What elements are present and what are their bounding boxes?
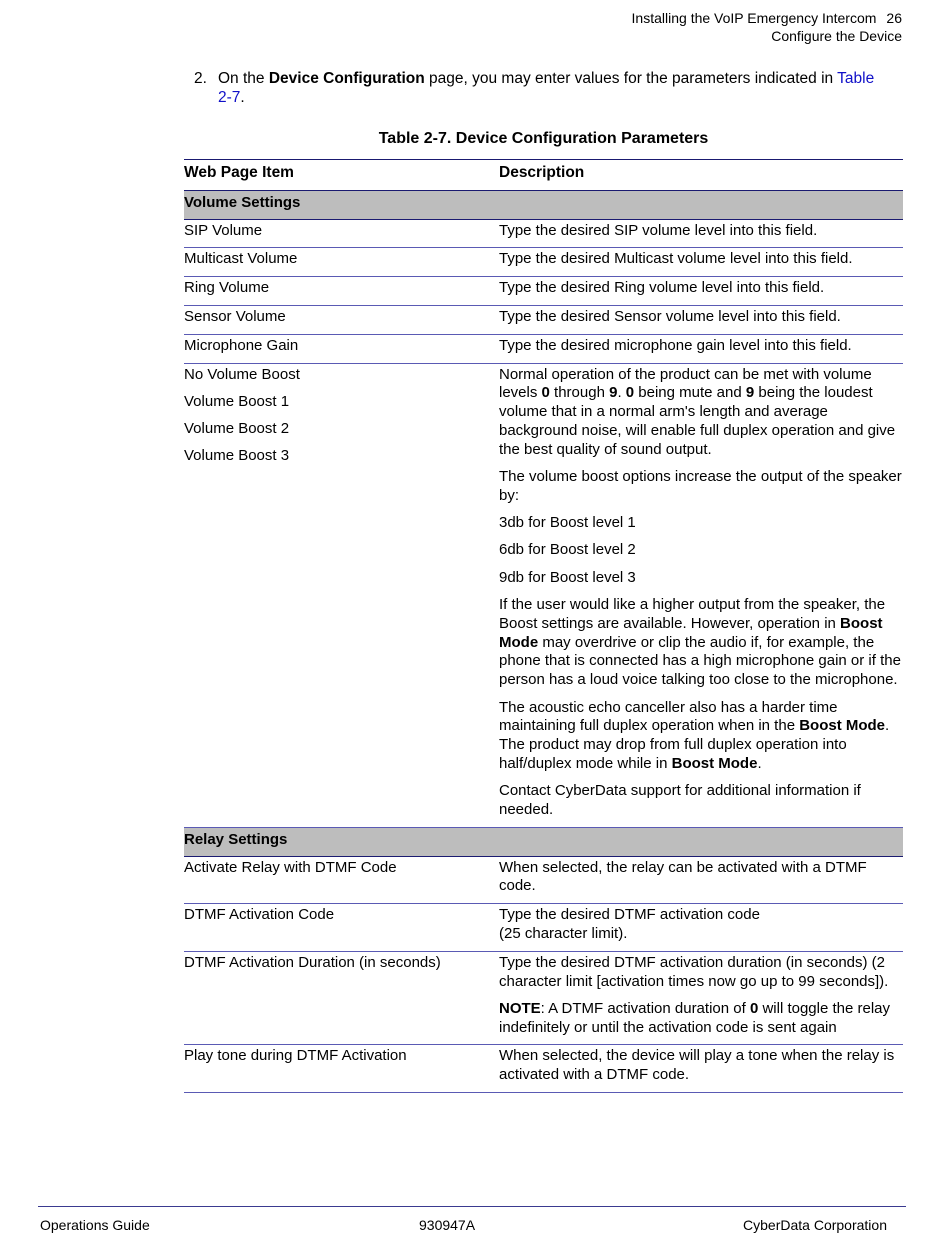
description-cell: Type the desired Sensor volume level into this field. <box>499 305 903 334</box>
description-cell: When selected, the relay can be activated with a DTMF code. <box>499 856 903 904</box>
text-run: may overdrive or clip the audio if, for example, the phone that is connected has a high microphone gain or if the person has a loud voice talking too close to the microphone. <box>499 633 901 689</box>
item-cell: DTMF Activation Code <box>184 904 499 952</box>
text-run: . The product may drop from full duplex operation into half/duplex mode while in <box>499 717 890 772</box>
text-run: will toggle the relay indefinitely or until the activation code is sent again <box>499 999 891 1036</box>
table-row <box>184 277 903 306</box>
text-run: : A DTMF activation duration of <box>540 999 750 1017</box>
note-label: NOTE <box>499 999 541 1017</box>
column-header: Web Page Item <box>184 160 499 191</box>
description-cell: Type the desired SIP volume level into this field. <box>499 219 903 248</box>
table-row <box>184 305 903 334</box>
table-row-volume-boost <box>184 363 903 827</box>
step-text <box>218 69 888 107</box>
item-cell: Microphone Gain <box>184 334 499 363</box>
item-label: Volume Boost 2 <box>184 420 290 438</box>
text-run: . <box>617 384 626 402</box>
table-row <box>184 248 903 277</box>
description-paragraph <box>499 366 903 460</box>
table-caption: Table 2-7. Device Configuration Parameters <box>378 130 709 147</box>
description-cell: When selected, the device will play a tone when the relay is activated with a DTMF code. <box>499 1045 903 1093</box>
header-chapter-title: Installing the VoIP Emergency Intercom <box>631 10 877 26</box>
device-configuration-table <box>184 159 903 1093</box>
description-paragraph: Type the desired DTMF activation duration (in seconds) (2 character limit [activation times now go up to 99 seconds]). <box>499 953 889 990</box>
bold-run: Boost Mode <box>671 754 758 772</box>
bold-run: Boost Mode <box>499 614 883 651</box>
step-bold-term: Device Configuration <box>268 70 425 87</box>
footer-document-number: 930947A <box>419 1217 476 1233</box>
footer-document-title: Operations Guide <box>40 1217 150 1233</box>
item-label: Volume Boost 3 <box>184 447 290 465</box>
table-row <box>184 334 903 363</box>
table-reference-link[interactable]: Table 2-7 <box>218 70 875 106</box>
note-paragraph <box>499 1000 903 1038</box>
item-cell: Ring Volume <box>184 277 499 306</box>
text-run: If the user would like a higher output from the speaker, the Boost settings are available. However, operation in <box>499 596 886 632</box>
table-header-row <box>184 160 903 191</box>
footer-rule <box>38 1206 906 1207</box>
item-label: Volume Boost 1 <box>184 392 290 410</box>
running-header <box>632 9 902 45</box>
text-run: being the loudest volume that in a normal arm's length and average background noise, will enable full duplex operation and give the best quality of sound output. <box>499 384 896 458</box>
bold-run: 0 <box>625 384 635 402</box>
description-paragraph: 6db for Boost level 2 <box>499 541 636 559</box>
page-number: 26 <box>886 10 902 26</box>
column-header: Description <box>499 160 903 191</box>
description-paragraph <box>499 596 903 690</box>
bold-run: 9 <box>609 384 618 402</box>
item-label: No Volume Boost <box>184 365 300 383</box>
section-row-volume <box>184 190 903 219</box>
description-paragraph: 3db for Boost level 1 <box>499 514 636 532</box>
item-cell: Multicast Volume <box>184 248 499 277</box>
description-cell <box>499 951 903 1045</box>
bold-run: Boost Mode <box>799 717 886 735</box>
description-cell: Type the desired Ring volume level into this field. <box>499 277 903 306</box>
text-run: . <box>757 754 762 772</box>
table-row <box>184 219 903 248</box>
table-row <box>184 1045 903 1093</box>
description-line: Type the desired DTMF activation code <box>499 906 760 924</box>
step-text-part: On the <box>218 70 269 87</box>
item-cell: Activate Relay with DTMF Code <box>184 856 499 904</box>
table-row <box>184 951 903 1045</box>
item-cell: Sensor Volume <box>184 305 499 334</box>
description-cell: Type the desired Multicast volume level into this field. <box>499 248 903 277</box>
description-paragraph <box>499 699 903 774</box>
description-line: (25 character limit). <box>499 925 628 942</box>
footer-company-name: CyberData Corporation <box>743 1217 887 1233</box>
step-text-part: page, you may enter values for the parameters indicated in <box>424 70 834 87</box>
description-cell <box>499 363 903 827</box>
table-row <box>184 904 903 952</box>
text-run: through <box>549 384 610 402</box>
item-cell: SIP Volume <box>184 219 499 248</box>
header-section-title: Configure the Device <box>771 28 902 44</box>
section-row-relay <box>184 827 903 856</box>
description-cell <box>499 904 903 952</box>
table-row <box>184 856 903 904</box>
step-number: 2. <box>194 70 207 87</box>
text-run: Normal operation of the product can be met with volume levels <box>499 365 872 402</box>
description-paragraph: Contact CyberData support for additional information if needed. <box>499 782 861 819</box>
bold-run: 0 <box>541 384 550 402</box>
bold-run: 0 <box>749 999 759 1017</box>
text-run: being mute and <box>634 384 746 402</box>
item-cell <box>184 363 499 827</box>
description-cell: Type the desired microphone gain level into this field. <box>499 334 903 363</box>
section-title: Relay Settings <box>184 827 903 856</box>
item-cell: DTMF Activation Duration (in seconds) <box>184 951 499 1045</box>
description-paragraph: 9db for Boost level 3 <box>499 568 636 586</box>
step-text-part: . <box>240 89 245 106</box>
bold-run: 9 <box>745 384 755 402</box>
text-run: The acoustic echo canceller also has a harder time maintaining full duplex operation when in the <box>499 698 838 735</box>
description-paragraph: The volume boost options increase the output of the speaker by: <box>499 468 902 504</box>
item-cell: Play tone during DTMF Activation <box>184 1045 499 1093</box>
section-title: Volume Settings <box>184 190 903 219</box>
